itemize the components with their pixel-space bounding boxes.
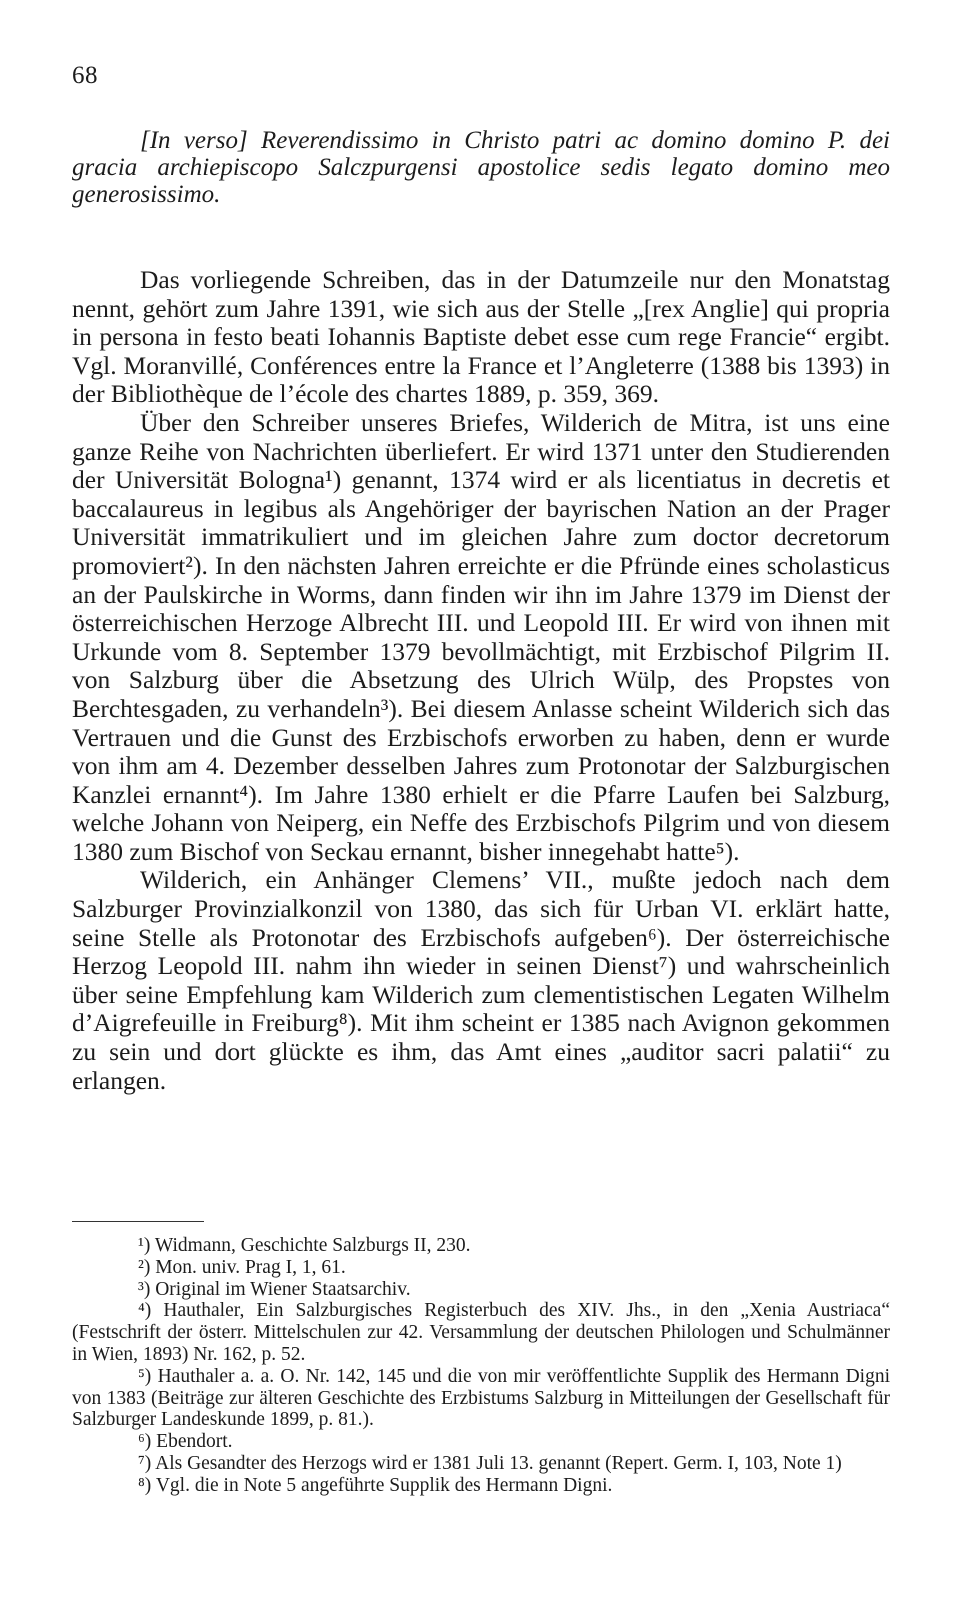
verso-address (72, 127, 890, 208)
paragraph-dating: Das vorliegende Schreiben, das in der Datumzeile nur den Monatstag nennt, gehört zum Jahre 1391, wie sich aus der Stelle „[rex Anglie] qui propria in persona in festo beati Iohannis Baptiste debet esse cum rege Francie“ ergibt. Vgl. Moranvillé, Conférences entre la France et l’Angleterre (1388 bis 1393) in der Bibliothèque de l’école des chartes 1889, p. 359, 369. (72, 265, 890, 409)
footnote (72, 1279, 890, 1301)
footnote-text: Hauthaler, Ein Salzburgisches Registerbuch des XIV. Jhs., in den „Xenia Austriaca“ (Festschrift der österr. Mittelschulen zur 42. Versammlung der deutschen Philologen und Schulmänner in Wien, 1893) Nr. 162, p. 52. (72, 1300, 890, 1365)
footnote (72, 1300, 890, 1365)
footnote-number: ⁷) (138, 1452, 152, 1474)
footnote-text: Ebendort. (156, 1431, 233, 1453)
footnote (72, 1431, 890, 1453)
footnote-text: Vgl. die in Note 5 angeführte Supplik des Hermann Digni. (155, 1474, 613, 1496)
footnote-number: ⁴) (138, 1300, 152, 1322)
footnote (72, 1257, 890, 1279)
paragraph-clement-adherent: Wilderich, ein Anhänger Clemens’ VII., mußte jedoch nach dem Salzburger Provinzialkonzil von 1380, das sich für Urban VI. erklärt hatte, seine Stelle als Protonotar des Erzbischofs aufgeben⁶). Der österreichische Herzog Leopold III. nahm ihn wieder in seinen Dienst⁷) und wahrscheinlich über seine Empfehlung kam Wilderich zum clementistischen Legaten Wilhelm d’Aigrefeuille in Freiburg⁸). Mit ihm scheint er 1385 nach Avignon gekommen zu sein und dort glückte es ihm, das Amt eines „auditor sacri palatii“ zu erlangen. (72, 865, 890, 1095)
footnote-number: ⁵) (138, 1365, 152, 1387)
footnote-text: Widmann, Geschichte Salzburgs II, 230. (154, 1235, 471, 1256)
commentary-body (72, 266, 890, 1095)
footnote-text: Als Gesandter des Herzogs wird er 1381 Juli 13. genannt (Repert. Germ. I, 103, Note 1) (155, 1452, 842, 1474)
footnote-number: ²) (138, 1256, 151, 1278)
footnote (72, 1235, 890, 1257)
paragraph-biography: Über den Schreiber unseres Briefes, Wilderich de Mitra, ist uns eine ganze Reihe von Nachrichten überliefert. Er wird 1371 unter den Studierenden der Universität Bologna¹) genannt, 1374 wird er als licentiatus in decretis et baccalaureus in legibus als Angehöriger der bayrischen Nation an der Prager Universität immatrikuliert und im gleichen Jahre zum doctor decretorum promoviert²). In den nächsten Jahren erreichte er die Pfründe eines scholasticus an der Paulskirche in Worms, dann finden wir ihn im Jahre 1379 im Dienst der österreichischen Herzoge Albrecht III. und Leopold III. Er wird von ihnen mit Urkunde vom 8. September 1379 bevollmächtigt, mit Erzbischof Pilgrim II. von Salzburg über die Absetzung des Ulrich Wülp, des Propstes von Berchtesgaden, zu verhandeln³). Bei diesem Anlasse scheint Wilderich sich das Vertrauen und die Gunst des Erzbischofs erworben zu haben, denn er wurde von ihm am 4. Dezember desselben Jahres zum Protonotar der Salzburgischen Kanzlei ernannt⁴). Im Jahre 1380 erhielt er die Pfarre Laufen bei Salzburg, welche Johann von Neiperg, ein Neffe des Erzbischofs Pilgrim und von diesem 1380 zum Bischof von Seckau ernannt, bisher innegehabt hatte⁵). (72, 407, 890, 866)
footnote (72, 1475, 890, 1497)
footnote (72, 1366, 890, 1431)
footnote-text: Original im Wiener Staatsarchiv. (155, 1278, 411, 1300)
footnotes (72, 1235, 890, 1497)
footnote-number: ¹) (138, 1235, 151, 1256)
footnote-text: Hauthaler a. a. O. Nr. 142, 145 und die von mir veröffentlichte Supplik des Hermann Digni von 1383 (Beiträge zur älteren Geschichte des Erzbistums Salzburg in Mitteilungen der Gesellschaft für Salzburger Landeskunde 1899, p. 81.). (72, 1365, 890, 1431)
page-number: 68 (72, 62, 98, 89)
footnote-number: ⁶) (138, 1431, 152, 1453)
footnote-number: ⁸) (138, 1474, 152, 1496)
footnote (72, 1453, 890, 1475)
footnote-divider (72, 1221, 204, 1222)
verso-address-text: [In verso] Reverendissimo in Christo patri ac domino domino P. dei gracia archiepiscopo Salczpurgensi apostolice sedis legato domino meo generosissimo. (72, 127, 890, 208)
footnote-text: Mon. univ. Prag I, 1, 61. (155, 1256, 346, 1278)
footnote-number: ³) (138, 1278, 151, 1300)
